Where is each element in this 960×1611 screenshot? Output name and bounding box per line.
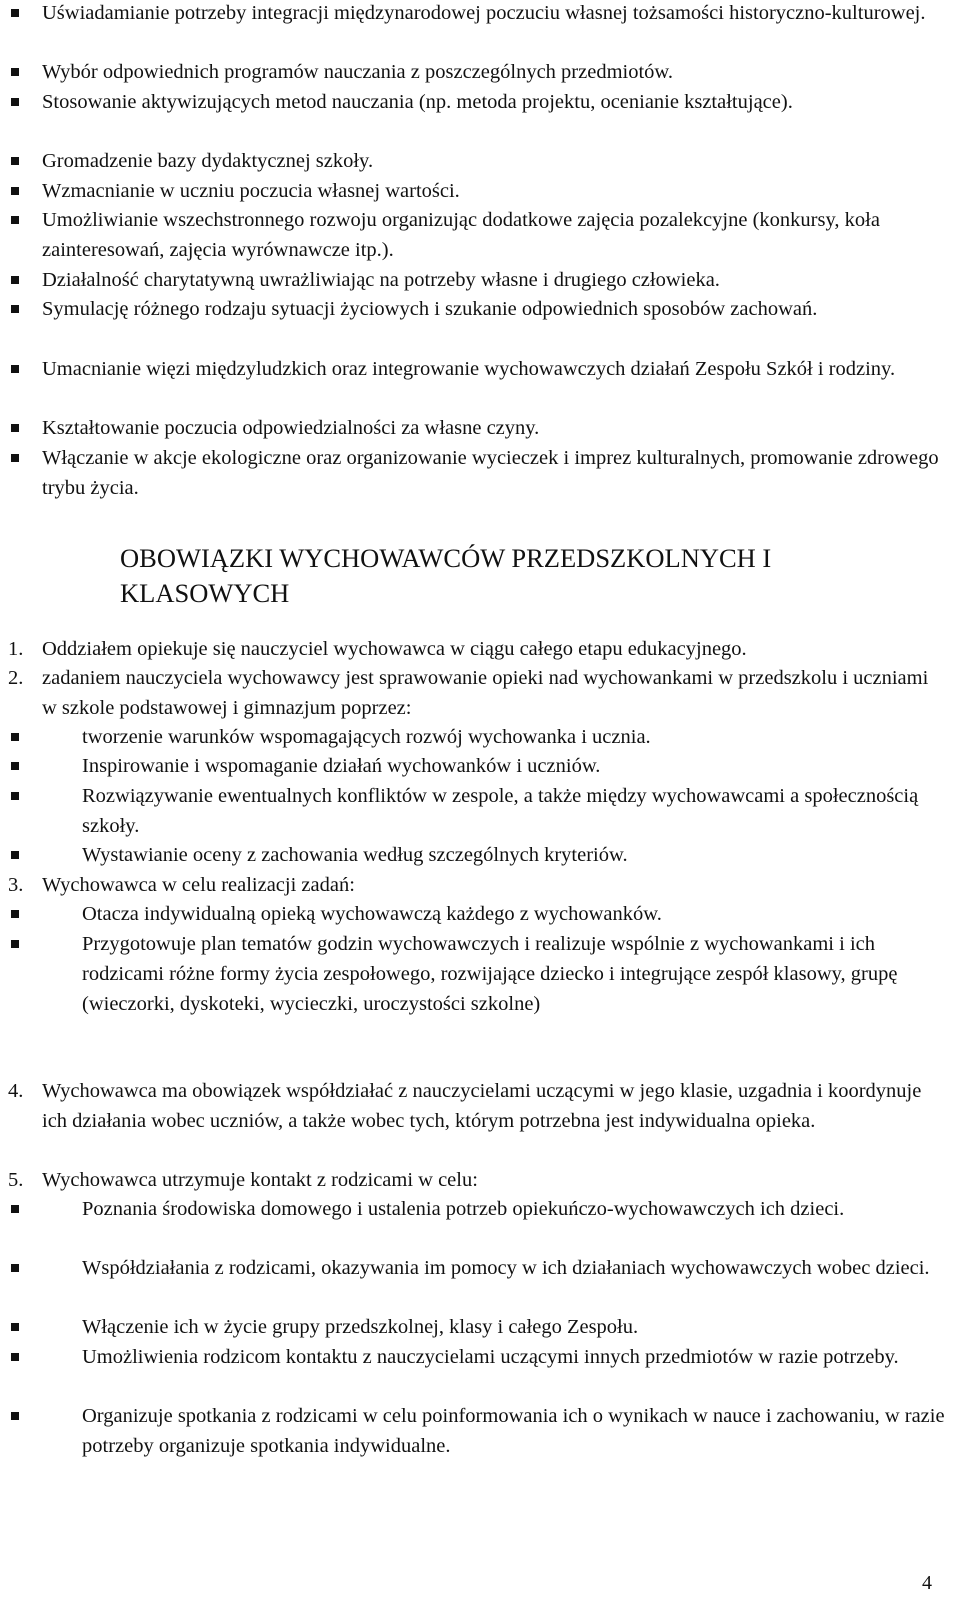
bullet-marker	[11, 851, 19, 859]
bullet-marker	[11, 9, 19, 17]
numbered-item: zadaniem nauczyciela wychowawcy jest sprawowanie opieki nad wychowankami w przedszkolu i uczniami w szkole podstawowej i gimnazjum poprzez:	[42, 667, 929, 719]
sub-list-item: Umożliwienia rodzicom kontaktu z nauczycielami uczącymi innych przedmiotów w razie potrzeby.	[82, 1346, 899, 1368]
list-item: Wybór odpowiednich programów nauczania z poszczególnych przedmiotów.	[42, 61, 674, 83]
sub-list-item: Rozwiązywanie ewentualnych konfliktów w zespole, a także między wychowawcami a społecznością szkoły.	[82, 785, 919, 837]
sub-list-item: Poznania środowiska domowego i ustalenia potrzeb opiekuńczo-wychowawczych ich dzieci.	[82, 1198, 845, 1220]
bullet-marker	[11, 940, 19, 948]
bullet-marker	[11, 157, 19, 165]
list-number: 3.	[8, 874, 24, 896]
list-number: 1.	[8, 638, 24, 660]
bullet-marker	[11, 1264, 19, 1272]
page-number: 4	[922, 1572, 932, 1594]
list-item: Stosowanie aktywizujących metod nauczania (np. metoda projektu, ocenianie kształtujące).	[42, 91, 793, 113]
bullet-marker	[11, 68, 19, 76]
sub-list-item: Otacza indywidualną opieką wychowawczą każdego z wychowanków.	[82, 903, 662, 925]
sub-list-item: Włączenie ich w życie grupy przedszkolnej, klasy i całego Zespołu.	[82, 1316, 639, 1338]
bullet-marker	[11, 1205, 19, 1213]
list-item: Włączanie w akcje ekologiczne oraz organizowanie wycieczek i imprez kulturalnych, promowanie zdrowego trybu życia.	[42, 447, 939, 499]
numbered-item: Wychowawca w celu realizacji zadań:	[42, 874, 355, 896]
bullet-marker	[11, 910, 19, 918]
bullet-marker	[11, 98, 19, 106]
list-item: Symulację różnego rodzaju sytuacji życiowych i szukanie odpowiednich sposobów zachowań.	[42, 298, 818, 320]
list-number: 5.	[8, 1169, 24, 1191]
sub-list-item: Współdziałania z rodzicami, okazywania im pomocy w ich działaniach wychowawczych wobec dzieci.	[82, 1257, 930, 1279]
sub-list-item: Inspirowanie i wspomaganie działań wychowanków i uczniów.	[82, 755, 601, 777]
list-item: Umożliwianie wszechstronnego rozwoju organizując dodatkowe zajęcia pozalekcyjne (konkursy, koła zainteresowań, zajęcia wyrównawcze itp.).	[42, 209, 880, 261]
bullet-marker	[11, 792, 19, 800]
list-item: Gromadzenie bazy dydaktycznej szkoły.	[42, 150, 374, 172]
bullet-marker	[11, 1323, 19, 1331]
bullet-marker	[11, 187, 19, 195]
numbered-item: Oddziałem opiekuje się nauczyciel wychowawca w ciągu całego etapu edukacyjnego.	[42, 638, 747, 660]
bullet-marker	[11, 454, 19, 462]
list-item: Umacnianie więzi międzyludzkich oraz integrowanie wychowawczych działań Zespołu Szkół i rodziny.	[42, 358, 896, 380]
bullet-marker	[11, 216, 19, 224]
numbered-item: Wychowawca utrzymuje kontakt z rodzicami w celu:	[42, 1169, 478, 1191]
bullet-marker	[11, 1412, 19, 1420]
bullet-marker	[11, 424, 19, 432]
bullet-marker	[11, 305, 19, 313]
numbered-item: Wychowawca ma obowiązek współdziałać z nauczycielami uczącymi w jego klasie, uzgadnia i koordynuje ich działania wobec uczniów, a także wobec tych, którym potrzebna jest indywidualna opieka.	[42, 1080, 922, 1132]
list-number: 2.	[8, 667, 24, 689]
sub-list-item: Organizuje spotkania z rodzicami w celu poinformowania ich o wynikach w nauce i zachowaniu, w razie potrzeby organizuje spotkania indywidualne.	[82, 1405, 945, 1457]
list-item: Działalność charytatywną uwrażliwiając na potrzeby własne i drugiego człowieka.	[42, 269, 720, 291]
bullet-marker	[11, 1353, 19, 1361]
section-heading: OBOWIĄZKI WYCHOWAWCÓW PRZEDSZKOLNYCH I KLASOWYCH	[120, 543, 772, 608]
bullet-marker	[11, 733, 19, 741]
sub-list-item: tworzenie warunków wspomagających rozwój wychowanka i ucznia.	[82, 726, 651, 748]
list-number: 4.	[8, 1080, 24, 1102]
sub-list-item: Przygotowuje plan tematów godzin wychowawczych i realizuje wspólnie z wychowankami i ich rodzicami różne formy życia zespołowego, rozwijające dziecko i integrujące zespół klasowy, grupę (wieczorki, dyskoteki, wycieczki, uroczystości szkolne)	[82, 933, 898, 1015]
list-item: Uświadamianie potrzeby integracji międzynarodowej poczuciu własnej tożsamości historyczno-kulturowej.	[42, 2, 926, 24]
list-item: Kształtowanie poczucia odpowiedzialności za własne czyny.	[42, 417, 540, 439]
list-item: Wzmacnianie w uczniu poczucia własnej wartości.	[42, 180, 460, 202]
sub-list-item: Wystawianie oceny z zachowania według szczególnych kryteriów.	[82, 844, 628, 866]
bullet-marker	[11, 365, 19, 373]
bullet-marker	[11, 276, 19, 284]
bullet-marker	[11, 762, 19, 770]
